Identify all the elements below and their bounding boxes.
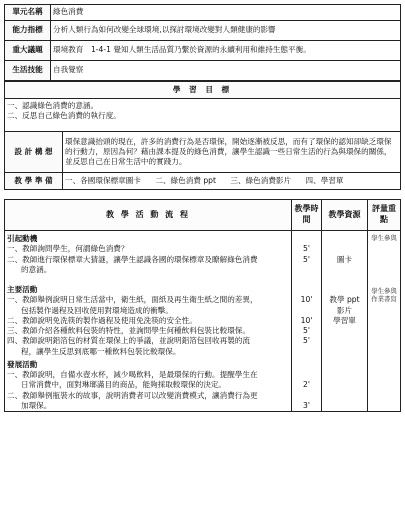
eval-cell [368, 231, 401, 412]
activity-line: 二、教師說明免洗筷的製作過程及使用免洗筷的安全性。 [7, 315, 197, 325]
goals-table [4, 81, 401, 190]
resource-item: 學習單 [333, 315, 356, 325]
design-text: 環保意識抬頭的現在，許多的消費行為是否環保，開始逐漸被反思，而有了環保的認知卻缺乏環保的行動力，原因為何？藉由課本提及的綠色消費，讓學生認識一些日常生活的行為與環保的關係，並反思自己在日常生活中的實踐力。 [63, 132, 401, 173]
activity-line: 二、教師進行環保標章大猜謎，讓學生認識各國的環保標章及瞭解綠色消費 [7, 254, 258, 264]
activity-line: 三、教師介紹各種飲料包裝的特性，並詢問學生何種飲料包裝比較環保。 [7, 326, 250, 335]
time-value: 3' [303, 400, 310, 410]
activity-line: 日常消費中，面對琳瑯滿目的商品，能夠採取較環保的決定。 [21, 380, 227, 390]
unit-label: 單元名稱 [5, 5, 51, 21]
activity-line: 一、教師說明，自備水壺水杯，減少喝飲料，是最環保的行動。提醒學生在 [7, 370, 258, 379]
ability-label: 能力指標 [5, 21, 51, 41]
activity-line: 程，讓學生反思到底哪一種飲料包裝比較環保。 [21, 346, 181, 356]
goals-list [5, 99, 401, 132]
prep-item: 一、各國環保標章圖卡 [65, 175, 141, 185]
lesson-plan-page [4, 4, 401, 412]
time-value: 5' [303, 254, 310, 264]
activity-line: 的意涵。 [21, 264, 52, 274]
activity-line: 一、教師舉例說明日常生活當中，衛生紙，面紙及再生衛生紙之間的差異， [7, 295, 258, 305]
section-heading-main: 主要活動 [7, 285, 38, 294]
eval-item: 作業書寫 [371, 295, 397, 304]
resource-header: 教學資源 [322, 200, 368, 231]
activity-line: 四、教師說明鋁箔包的材質在環保上的爭議，並說明鋁箔包回收再製的流 [7, 336, 250, 346]
design-label: 設 計 構 想 [5, 132, 63, 173]
time-value: 10' [300, 295, 313, 305]
skill-value: 自我覺察 [51, 61, 401, 81]
issue-value: 環境教育 1-4-1 覺知人類生活品質乃繫於資源的永續利用和維持生態平衡。 [51, 41, 401, 61]
activity-line: 二、教師舉例瓶裝水的故事，說明消費者可以改變消費模式，讓消費行為更 [7, 390, 258, 400]
skill-label: 生活技能 [5, 61, 51, 81]
ability-value: 分析人類行為如何改變全球環境,以探討環境改變對人類健康的影響 [51, 21, 401, 41]
goals-title: 學 習 目 標 [5, 82, 401, 99]
prep-item: 二、綠色消費 ppt [155, 175, 216, 185]
resource-cell [322, 231, 368, 412]
activity-cell [5, 231, 292, 412]
prep-list [63, 173, 401, 190]
resource-item: 圖卡 [336, 254, 353, 264]
activity-line: 一、教師詢問學生，何謂綠色消費？ [7, 244, 129, 254]
unit-value: 綠色消費 [51, 5, 401, 21]
activity-header: 教 學 活 動 流 程 [5, 200, 292, 231]
time-value: 5' [303, 336, 310, 346]
activity-line: 包括製作過程及回收使用對環境造成的衝擊。 [21, 305, 173, 315]
section-heading-motivation: 引起動機 [7, 234, 38, 243]
eval-header: 評量重點 [368, 200, 401, 231]
activity-line: 加環保。 [21, 400, 52, 410]
resource-item: 教學 ppt [329, 295, 360, 305]
time-cell [292, 231, 322, 412]
time-value: 5' [303, 326, 310, 335]
section-heading-development: 發展活動 [7, 359, 38, 369]
goal-item: 一、認識綠色消費的意涵。 [7, 101, 99, 110]
lesson-info-table [4, 4, 401, 81]
time-value: 5' [303, 244, 310, 254]
time-value: 10' [300, 315, 313, 325]
goal-item: 二、反思自己綠色消費的執行度。 [7, 111, 121, 121]
prep-item: 四、學習單 [305, 175, 344, 185]
issue-label: 重大議題 [5, 41, 51, 61]
prep-label: 教 學 準 備 [5, 173, 63, 190]
eval-item: 學生參與 [371, 234, 397, 242]
eval-item: 學生參與 [371, 286, 397, 295]
time-value: 2' [303, 380, 310, 390]
time-header: 教學時間 [292, 200, 322, 231]
activity-flow-table [4, 199, 401, 412]
prep-item: 三、綠色消費影片 [230, 175, 292, 185]
resource-item: 影片 [336, 305, 353, 315]
